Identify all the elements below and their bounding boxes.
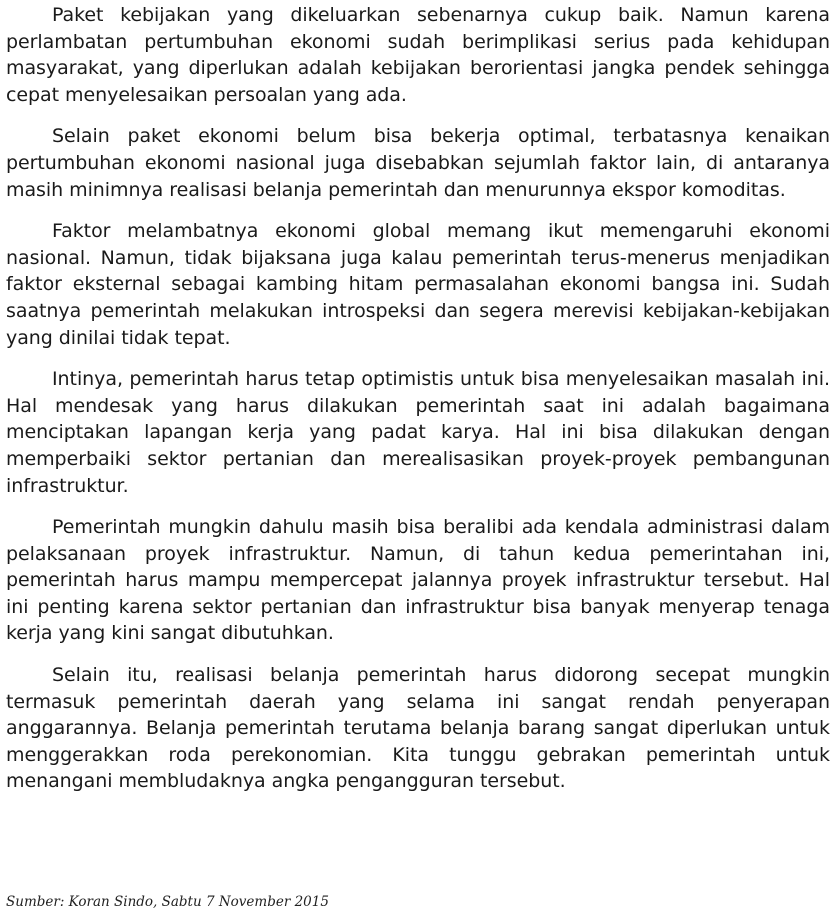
- paragraph-4: Intinya, pemerintah harus tetap optimistis untuk bisa menyelesaikan masalah ini. Hal mendesak yang harus dilakukan pemerintah saat ini adalah bagaimana menciptakan lapangan kerja yang padat karya. Hal ini bisa dilakukan dengan memperbaiki sektor pertanian dan merealisasikan proyek-proyek pembangunan infrastruktur.: [6, 368, 830, 497]
- paragraph-1: Paket kebijakan yang dikeluarkan sebenarnya cukup baik. Namun karena perlambatan pertumbuhan ekonomi sudah berimplikasi serius pada kehidupan masyarakat, yang diperlukan adalah kebijakan berorientasi jangka pendek sehingga cepat menyelesaikan persoalan yang ada.: [6, 4, 830, 106]
- paragraph-5: Pemerintah mungkin dahulu masih bisa beralibi ada kendala administrasi dalam pelaksanaan proyek infrastruktur. Namun, di tahun kedua pemerintahan ini, pemerintah harus mampu mempercepat jalannya proyek infrastruktur tersebut. Hal ini penting karena sektor pertanian dan infrastruktur bisa banyak menyerap tenaga kerja yang kini sangat dibutuhkan.: [6, 516, 830, 645]
- source-citation: Sumber: Koran Sindo, Sabtu 7 November 2015: [6, 894, 329, 910]
- paragraph-3: Faktor melambatnya ekonomi global memang ikut memengaruhi ekonomi nasional. Namun, tidak bijaksana juga kalau pemerintah terus-menerus menjadikan faktor eksternal sebagai kambing hitam permasalahan ekonomi bangsa ini. Sudah saatnya pemerintah melakukan introspeksi dan segera merevisi kebijakan-kebijakan yang dinilai tidak tepat.: [6, 220, 830, 349]
- paragraph-6: Selain itu, realisasi belanja pemerintah harus didorong secepat mungkin termasuk pemerintah daerah yang selama ini sangat rendah penyerapan anggarannya. Belanja pemerintah terutama belanja barang sangat diperlukan untuk menggerakkan roda perekonomian. Kita tunggu gebrakan pemerintah untuk menangani membludaknya angka pengangguran tersebut.: [6, 664, 830, 793]
- paragraph-2: Selain paket ekonomi belum bisa bekerja optimal, terbatasnya kenaikan pertumbuhan ekonomi nasional juga disebabkan sejumlah faktor lain, di antaranya masih minimnya realisasi belanja pemerintah dan menurunnya ekspor komoditas.: [6, 125, 830, 201]
